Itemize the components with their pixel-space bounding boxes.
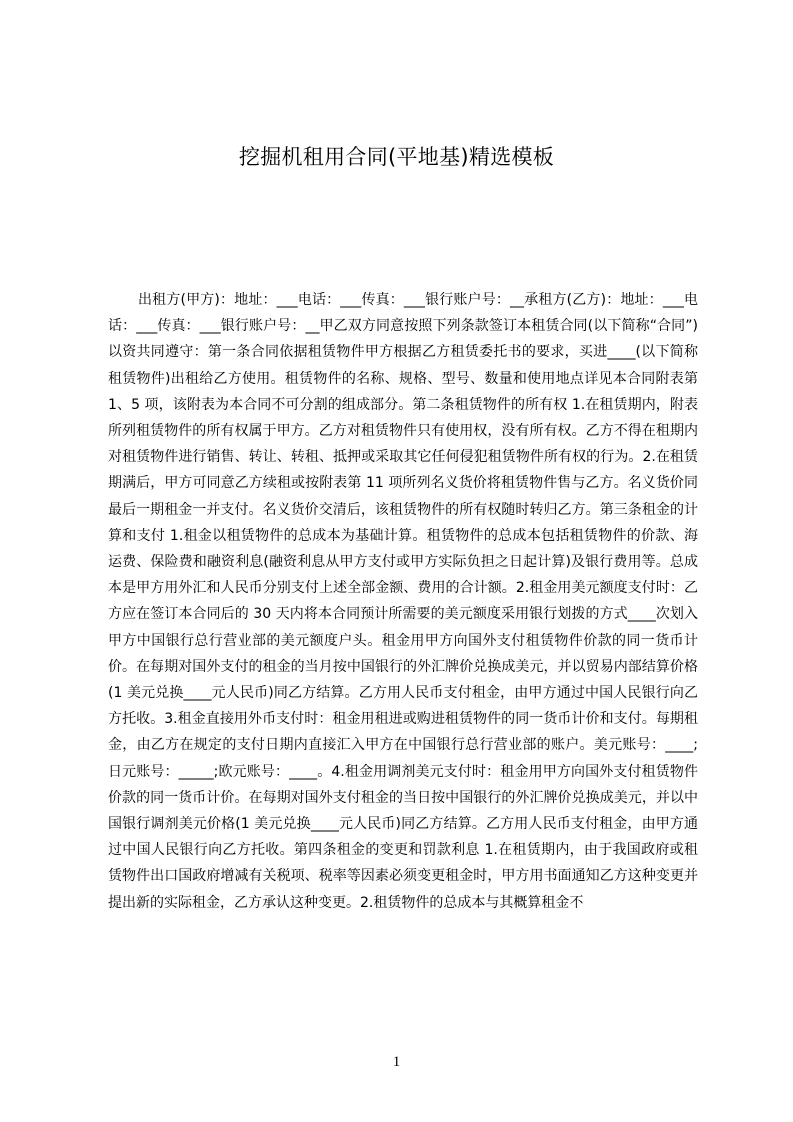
contract-body-text: 出租方(甲方)：地址：___电话：___传真：___银行账户号：__承租方(乙方)：地址：___电话：___传真：___银行账户号：__甲乙双方同意按照下列条款签订本租赁合同(以下简称“合同”)以资共同遵守：第一条合同依据租赁物件甲方根据乙方租赁委托书的要求，买进____(以下简称租赁物件)出租给乙方使用。租赁物件的名称、规格、型号、数量和使用地点详见本合同附表第 1、5 项，该附表为本合同不可分割的组成部分。第二条租赁物件的所有权 1.在租赁期内，附表所列租赁物件的所有权属于甲方。乙方对租赁物件只有使用权，没有所有权。乙方不得在租期内对租赁物件进行销售、转让、转租、抵押或采取其它任何侵犯租赁物件所有权的行为。2.在租赁期满后，甲方可同意乙方续租或按附表第 11 项所列名义货价将租赁物件售与乙方。名义货价同最后一期租金一并支付。名义货价交清后，该租赁物件的所有权随时转归乙方。第三条租金的计算和支付 1.租金以租赁物件的总成本为基础计算。租赁物件的总成本包括租赁物件的价款、海运费、保险费和融资利息(融资利息从甲方支付或甲方实际负担之日起计算)及银行费用等。总成本是甲方用外汇和人民币分别支付上述全部金额、费用的合计额。2.租金用美元额度支付时：乙方应在签订本合同后的 30 天内将本合同预计所需要的美元额度采用银行划拨的方式____次划入甲方中国银行总行营业部的美元额度户头。租金用甲方向国外支付租赁物件价款的同一货币计价。在每期对国外支付的租金的当月按中国银行的外汇牌价兑换成美元，并以贸易内部结算价格(1 美元兑换____元人民币)同乙方结算。乙方用人民币支付租金，由甲方通过中国人民银行向乙方托收。3.租金直接用外币支付时：租金用租进或购进租赁物件的同一货币计价和支付。每期租金，由乙方在规定的支付日期内直接汇入甲方在中国银行总行营业部的账户。美元账号：____;日元账号：_____;欧元账号：____。4.租金用调剂美元支付时：租金用甲方向国外支付租赁物件价款的同一货币计价。在每期对国外支付租金的当日按中国银行的外汇牌价兑换成美元，并以中国银行调剂美元价格(1 美元兑换____元人民币)同乙方结算。乙方用人民币支付租金，由甲方通过中国人民银行向乙方托收。第四条租金的变更和罚款利息 1.在租赁期内，由于我国政府或租赁物件出口国政府增减有关税项、税率等因素必须变更租金时，甲方用书面通知乙方这种变更并提出新的实际租金，乙方承认这种变更。2.租赁物件的总成本与其概算租金不 — [108, 292, 698, 911]
page-number: 1 — [392, 1054, 401, 1070]
document-title: 挖掘机租用合同(平地基)精选模板 — [238, 145, 555, 169]
